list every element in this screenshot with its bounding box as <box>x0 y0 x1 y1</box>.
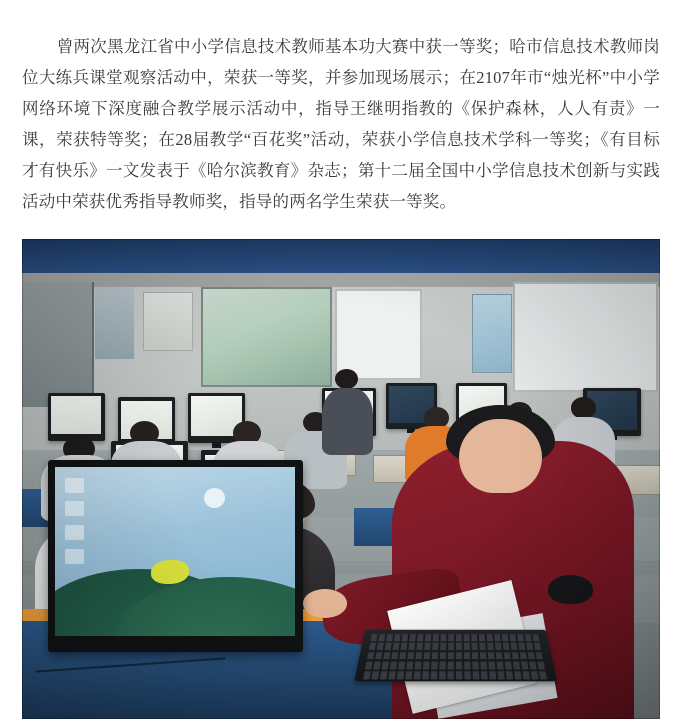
teacher-head <box>459 419 542 493</box>
whiteboard-center <box>335 289 422 379</box>
student-monitor <box>48 393 105 441</box>
desktop-icon[interactable] <box>65 478 84 493</box>
photo-canvas <box>22 239 660 719</box>
desktop-icon[interactable] <box>65 501 84 516</box>
keyboard-row <box>365 662 547 670</box>
computer-mouse <box>548 575 593 604</box>
monitor-screen <box>51 396 102 434</box>
keyboard-row <box>369 643 543 650</box>
foreground-monitor <box>48 460 303 652</box>
monitor-screen-desktop <box>55 467 295 636</box>
wall-window-left <box>95 287 133 359</box>
monitor-stand <box>212 442 221 447</box>
keyboard-row <box>363 671 549 679</box>
keyboard-row <box>367 652 545 659</box>
computer-keyboard <box>354 630 557 682</box>
desktop-icon[interactable] <box>65 549 84 564</box>
classroom-door <box>22 282 94 407</box>
air-conditioner <box>143 292 193 352</box>
ceiling-blue-strip <box>22 239 660 273</box>
keyboard-row <box>370 634 541 641</box>
wall-poster <box>472 294 512 373</box>
article-paragraph <box>0 17 682 223</box>
document-page <box>0 17 682 727</box>
standing-teacher-body <box>322 388 373 455</box>
whiteboard-right <box>513 282 657 392</box>
desktop-icon[interactable] <box>65 525 84 540</box>
projection-screen <box>201 287 333 387</box>
standing-teacher-head <box>335 369 358 389</box>
paragraph-text: 曾两次黑龙江省中小学信息技术教师基本功大赛中获一等奖；哈市信息技术教师岗位大练兵课堂观察活动中，荣获一等奖，并参加现场展示；在2107年市“烛光杯”中小学网络环境下深度融合教学展示活动中，指导王继明指教的《保护森林，人人有责》一课，荣获特等奖；在28届教学“百花奖”活动，荣获小学信息技术学科一等奖；《有目标才有快乐》一文发表于《哈尔滨教育》杂志；第十二届全国中小学信息技术创新与实践活动中荣获优秀指导教师奖，指导的两名学生荣获一等奖。 <box>22 36 660 211</box>
wallpaper-sun <box>204 488 226 508</box>
figure-classroom-photo <box>22 239 660 719</box>
student-head <box>571 397 597 419</box>
page-bottom-margin <box>0 721 682 727</box>
